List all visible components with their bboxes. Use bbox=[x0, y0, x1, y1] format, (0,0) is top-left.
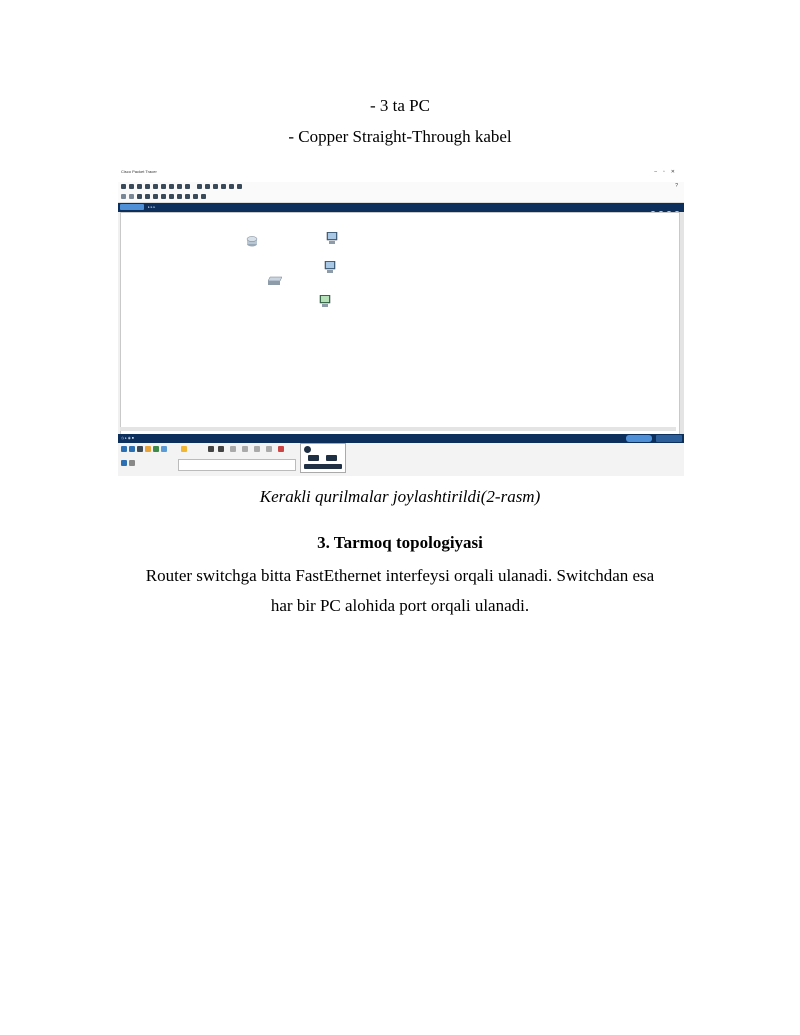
pdu-popup bbox=[300, 443, 346, 473]
cable-icon-5[interactable] bbox=[254, 446, 260, 452]
category-icon-a[interactable] bbox=[121, 460, 127, 466]
select-icon[interactable] bbox=[121, 194, 126, 199]
open-icon[interactable] bbox=[129, 184, 134, 189]
packet-tracer-screenshot bbox=[118, 168, 684, 476]
components-icon[interactable] bbox=[137, 446, 143, 452]
pc-device-1[interactable] bbox=[326, 232, 338, 250]
realtime-mode-button[interactable] bbox=[626, 435, 652, 442]
undo-icon[interactable] bbox=[177, 184, 182, 189]
complex-pdu-icon[interactable] bbox=[201, 194, 206, 199]
window-controls: –▫✕ bbox=[654, 169, 681, 175]
network-devices-icon[interactable] bbox=[121, 446, 127, 452]
switch-icon bbox=[268, 276, 282, 286]
connections-icon[interactable] bbox=[145, 446, 151, 452]
print-icon[interactable] bbox=[145, 184, 150, 189]
figure-caption: Kerakli qurilmalar joylashtirildi(2-rasm) bbox=[259, 487, 541, 506]
wizard-icon[interactable] bbox=[153, 184, 158, 189]
pc-icon bbox=[319, 295, 331, 308]
zoom-reset-icon[interactable] bbox=[205, 184, 210, 189]
paragraph-line-2: har bir PC alohida port orqali ulanadi. bbox=[270, 596, 530, 615]
vertical-scrollbar[interactable] bbox=[680, 212, 684, 434]
pc-icon bbox=[326, 232, 338, 245]
new-icon[interactable] bbox=[121, 184, 126, 189]
multiuser-icon[interactable] bbox=[161, 446, 167, 452]
cable-icon-3[interactable] bbox=[230, 446, 236, 452]
simulation-mode-button[interactable] bbox=[656, 435, 682, 442]
paste-icon[interactable] bbox=[169, 184, 174, 189]
switch-device[interactable] bbox=[268, 273, 282, 291]
draw-line-icon[interactable] bbox=[161, 194, 166, 199]
section-heading: 3. Tarmoq topologiyasi bbox=[317, 533, 483, 552]
inspect-icon[interactable] bbox=[129, 194, 134, 199]
popup-button-right[interactable] bbox=[326, 455, 337, 461]
device-name-box bbox=[178, 459, 296, 471]
logical-workspace[interactable] bbox=[120, 212, 680, 436]
save-icon[interactable] bbox=[137, 184, 142, 189]
time-display: ◷ ▸ ◉ ■ bbox=[121, 436, 134, 440]
status-bar bbox=[118, 434, 684, 443]
pc-icon bbox=[324, 261, 336, 274]
cable-icon-7[interactable] bbox=[278, 446, 284, 452]
paragraph-line-1: Router switchga bitta FastEthernet interfeysi orqali ulanadi. Switchdan esa bbox=[145, 566, 655, 585]
category-icon-b[interactable] bbox=[129, 460, 135, 466]
custom-device-icon[interactable] bbox=[229, 184, 234, 189]
palette-icon[interactable] bbox=[221, 184, 226, 189]
notes-icon[interactable] bbox=[237, 184, 242, 189]
zoom-out-icon[interactable] bbox=[213, 184, 218, 189]
copy-icon[interactable] bbox=[161, 184, 166, 189]
gear-icon[interactable] bbox=[304, 446, 311, 453]
help-icon[interactable]: ? bbox=[675, 183, 678, 189]
window-titlebar bbox=[118, 168, 684, 176]
delete-icon[interactable] bbox=[137, 194, 142, 199]
cable-icon-1[interactable] bbox=[208, 446, 214, 452]
ellipse-icon[interactable] bbox=[177, 194, 182, 199]
cable-icon-2[interactable] bbox=[218, 446, 224, 452]
logical-nav-bar bbox=[118, 203, 684, 212]
pdu-icon[interactable] bbox=[193, 194, 198, 199]
device-type-panel bbox=[118, 443, 684, 476]
router-device[interactable] bbox=[246, 235, 258, 253]
edit-toolbar bbox=[118, 192, 684, 203]
list-item-pc: - 3 ta PC bbox=[370, 96, 430, 115]
popup-button-left[interactable] bbox=[308, 455, 319, 461]
lightning-icon[interactable] bbox=[181, 446, 187, 452]
horizontal-scrollbar[interactable] bbox=[120, 427, 676, 431]
pc-device-3[interactable] bbox=[319, 295, 331, 313]
app-title: Cisco Packet Tracer bbox=[121, 169, 157, 174]
breadcrumb: ▸ ▸ ▸ bbox=[148, 205, 156, 209]
tab-logical[interactable] bbox=[120, 204, 144, 210]
resize-icon[interactable] bbox=[145, 194, 150, 199]
popup-wide-button[interactable] bbox=[304, 464, 342, 469]
misc-icon[interactable] bbox=[153, 446, 159, 452]
zoom-in-icon[interactable] bbox=[197, 184, 202, 189]
router-icon bbox=[246, 236, 258, 248]
note-icon[interactable] bbox=[153, 194, 158, 199]
cable-icon-4[interactable] bbox=[242, 446, 248, 452]
list-item-cable: - Copper Straight-Through kabel bbox=[288, 127, 512, 146]
end-devices-icon[interactable] bbox=[129, 446, 135, 452]
redo-icon[interactable] bbox=[185, 184, 190, 189]
shape-icon[interactable] bbox=[169, 194, 174, 199]
pc-device-2[interactable] bbox=[324, 261, 336, 279]
freeform-icon[interactable] bbox=[185, 194, 190, 199]
cable-icon-6[interactable] bbox=[266, 446, 272, 452]
